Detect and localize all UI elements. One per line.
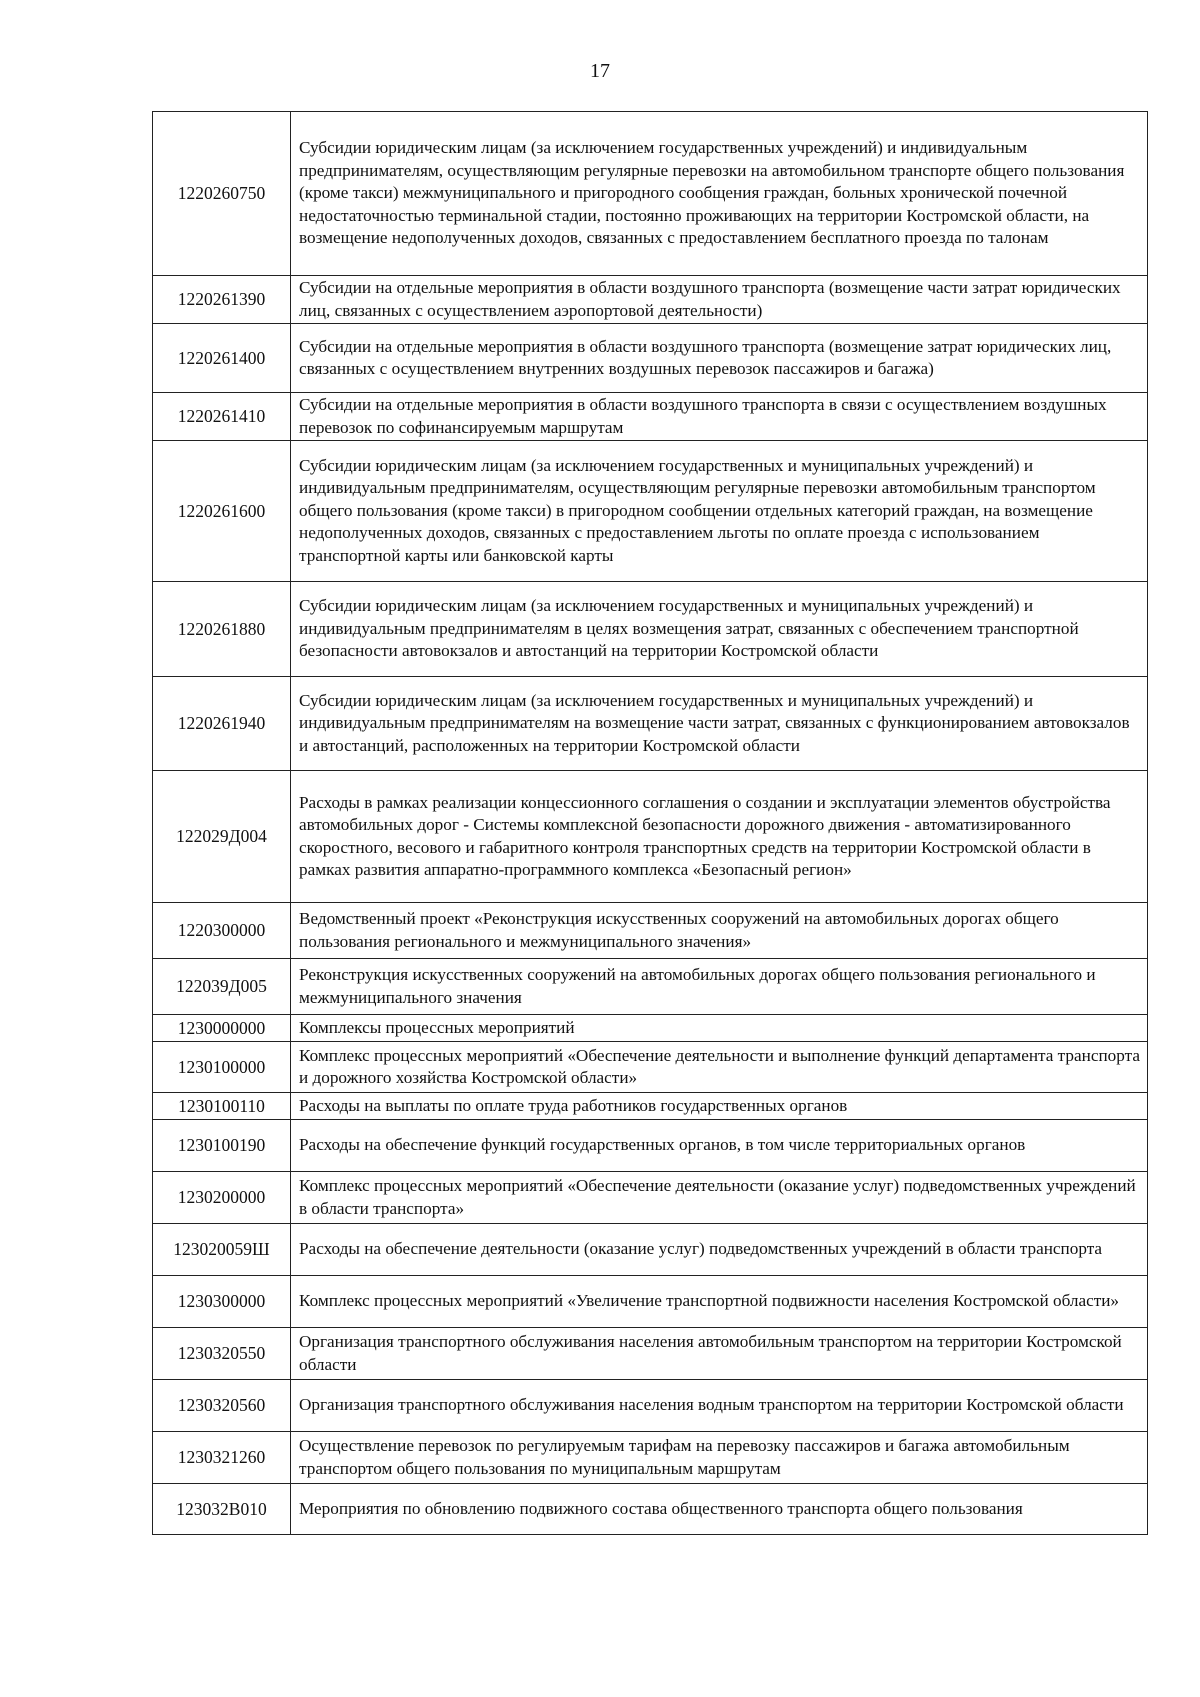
description-cell: Комплекс процессных мероприятий «Увеличение транспортной подвижности населения Костромской области»	[291, 1276, 1148, 1328]
code-cell: 1220261880	[153, 582, 291, 677]
description-cell: Субсидии на отдельные мероприятия в области воздушного транспорта в связи с осуществлением воздушных перевозок по софинансируемым маршрутам	[291, 393, 1148, 441]
page-number: 17	[590, 60, 610, 82]
description-cell: Субсидии юридическим лицам (за исключением государственных и муниципальных учреждений) и индивидуальным предпринимателям, осуществляющим регулярные перевозки автомобильным транспортом общего пользования (кроме такси) в пригородном сообщении отдельных категорий граждан, на возмещение недополученных доходов, связанных с предоставлением льготы по оплате проезда с использованием транспортной карты или банковской карты	[291, 441, 1148, 582]
table-row	[153, 276, 1148, 324]
table-row	[153, 112, 1148, 276]
table-row	[153, 1172, 1148, 1224]
table-body	[153, 112, 1148, 1535]
table-row	[153, 1432, 1148, 1484]
table-row	[153, 959, 1148, 1015]
description-cell: Комплексы процессных мероприятий	[291, 1015, 1148, 1042]
description-cell: Ведомственный проект «Реконструкция искусственных сооружений на автомобильных дорогах общего пользования регионального и межмуниципального значения»	[291, 903, 1148, 959]
table-row	[153, 1015, 1148, 1042]
table-row	[153, 1224, 1148, 1276]
code-cell: 123020059Ш	[153, 1224, 291, 1276]
table-row	[153, 1276, 1148, 1328]
table-row	[153, 1484, 1148, 1535]
code-cell: 1230200000	[153, 1172, 291, 1224]
description-cell: Комплекс процессных мероприятий «Обеспечение деятельности и выполнение функций департамента транспорта и дорожного хозяйства Костромской области»	[291, 1042, 1148, 1093]
code-cell: 122029Д004	[153, 771, 291, 903]
code-cell: 1220261940	[153, 677, 291, 771]
code-cell: 1220260750	[153, 112, 291, 276]
description-cell: Мероприятия по обновлению подвижного состава общественного транспорта общего пользования	[291, 1484, 1148, 1535]
description-cell: Комплекс процессных мероприятий «Обеспечение деятельности (оказание услуг) подведомственных учреждений в области транспорта»	[291, 1172, 1148, 1224]
code-cell: 1220261400	[153, 324, 291, 393]
description-cell: Субсидии на отдельные мероприятия в области воздушного транспорта (возмещение части затрат юридических лиц, связанных с осуществлением аэропортовой деятельности)	[291, 276, 1148, 324]
description-cell: Расходы на обеспечение функций государственных органов, в том числе территориальных органов	[291, 1120, 1148, 1172]
code-cell: 1230320560	[153, 1380, 291, 1432]
budget-classification-table	[152, 111, 1148, 1535]
table-row	[153, 324, 1148, 393]
table-row	[153, 582, 1148, 677]
table-row	[153, 903, 1148, 959]
description-cell: Расходы в рамках реализации концессионного соглашения о создании и эксплуатации элементов обустройства автомобильных дорог - Системы комплексной безопасности дорожного движения - автоматизированного скоростного, весового и габаритного контроля транспортных средств на территории Костромской области в рамках развития аппаратно-программного комплекса «Безопасный регион»	[291, 771, 1148, 903]
description-cell: Организация транспортного обслуживания населения водным транспортом на территории Костромской области	[291, 1380, 1148, 1432]
code-cell: 1220261600	[153, 441, 291, 582]
code-cell: 1220300000	[153, 903, 291, 959]
code-cell: 1230100190	[153, 1120, 291, 1172]
code-cell: 1230321260	[153, 1432, 291, 1484]
code-cell: 1230300000	[153, 1276, 291, 1328]
description-cell: Расходы на обеспечение деятельности (оказание услуг) подведомственных учреждений в области транспорта	[291, 1224, 1148, 1276]
description-cell: Субсидии юридическим лицам (за исключением государственных и муниципальных учреждений) и индивидуальным предпринимателям на возмещение части затрат, связанных с функционированием автовокзалов и автостанций, расположенных на территории Костромской области	[291, 677, 1148, 771]
code-cell: 1230320550	[153, 1328, 291, 1380]
table-row	[153, 677, 1148, 771]
code-cell: 1230100110	[153, 1093, 291, 1120]
description-cell: Осуществление перевозок по регулируемым тарифам на перевозку пассажиров и багажа автомобильным транспортом общего пользования по муниципальным маршрутам	[291, 1432, 1148, 1484]
table-row	[153, 1042, 1148, 1093]
code-cell: 1220261390	[153, 276, 291, 324]
description-cell: Субсидии юридическим лицам (за исключением государственных учреждений) и индивидуальным предпринимателям, осуществляющим регулярные перевозки на автомобильном транспорте общего пользования (кроме такси) межмуниципального и пригородного сообщения граждан, больных хронической почечной недостаточностью терминальной стадии, постоянно проживающих на территории Костромской области, на возмещение недополученных доходов, связанных с предоставлением бесплатного проезда по талонам	[291, 112, 1148, 276]
table-row	[153, 1328, 1148, 1380]
description-cell: Организация транспортного обслуживания населения автомобильным транспортом на территории Костромской области	[291, 1328, 1148, 1380]
table-row	[153, 441, 1148, 582]
description-cell: Реконструкция искусственных сооружений на автомобильных дорогах общего пользования регионального и межмуниципального значения	[291, 959, 1148, 1015]
table-row	[153, 771, 1148, 903]
description-cell: Расходы на выплаты по оплате труда работников государственных органов	[291, 1093, 1148, 1120]
code-cell: 1220261410	[153, 393, 291, 441]
table-row	[153, 1380, 1148, 1432]
description-cell: Субсидии на отдельные мероприятия в области воздушного транспорта (возмещение затрат юридических лиц, связанных с осуществлением внутренних воздушных перевозок пассажиров и багажа)	[291, 324, 1148, 393]
description-cell: Субсидии юридическим лицам (за исключением государственных и муниципальных учреждений) и индивидуальным предпринимателям в целях возмещения затрат, связанных с обеспечением транспортной безопасности автовокзалов и автостанций на территории Костромской области	[291, 582, 1148, 677]
code-cell: 122039Д005	[153, 959, 291, 1015]
table-row	[153, 1120, 1148, 1172]
table-row	[153, 1093, 1148, 1120]
code-cell: 1230100000	[153, 1042, 291, 1093]
table-row	[153, 393, 1148, 441]
code-cell: 1230000000	[153, 1015, 291, 1042]
code-cell: 123032В010	[153, 1484, 291, 1535]
